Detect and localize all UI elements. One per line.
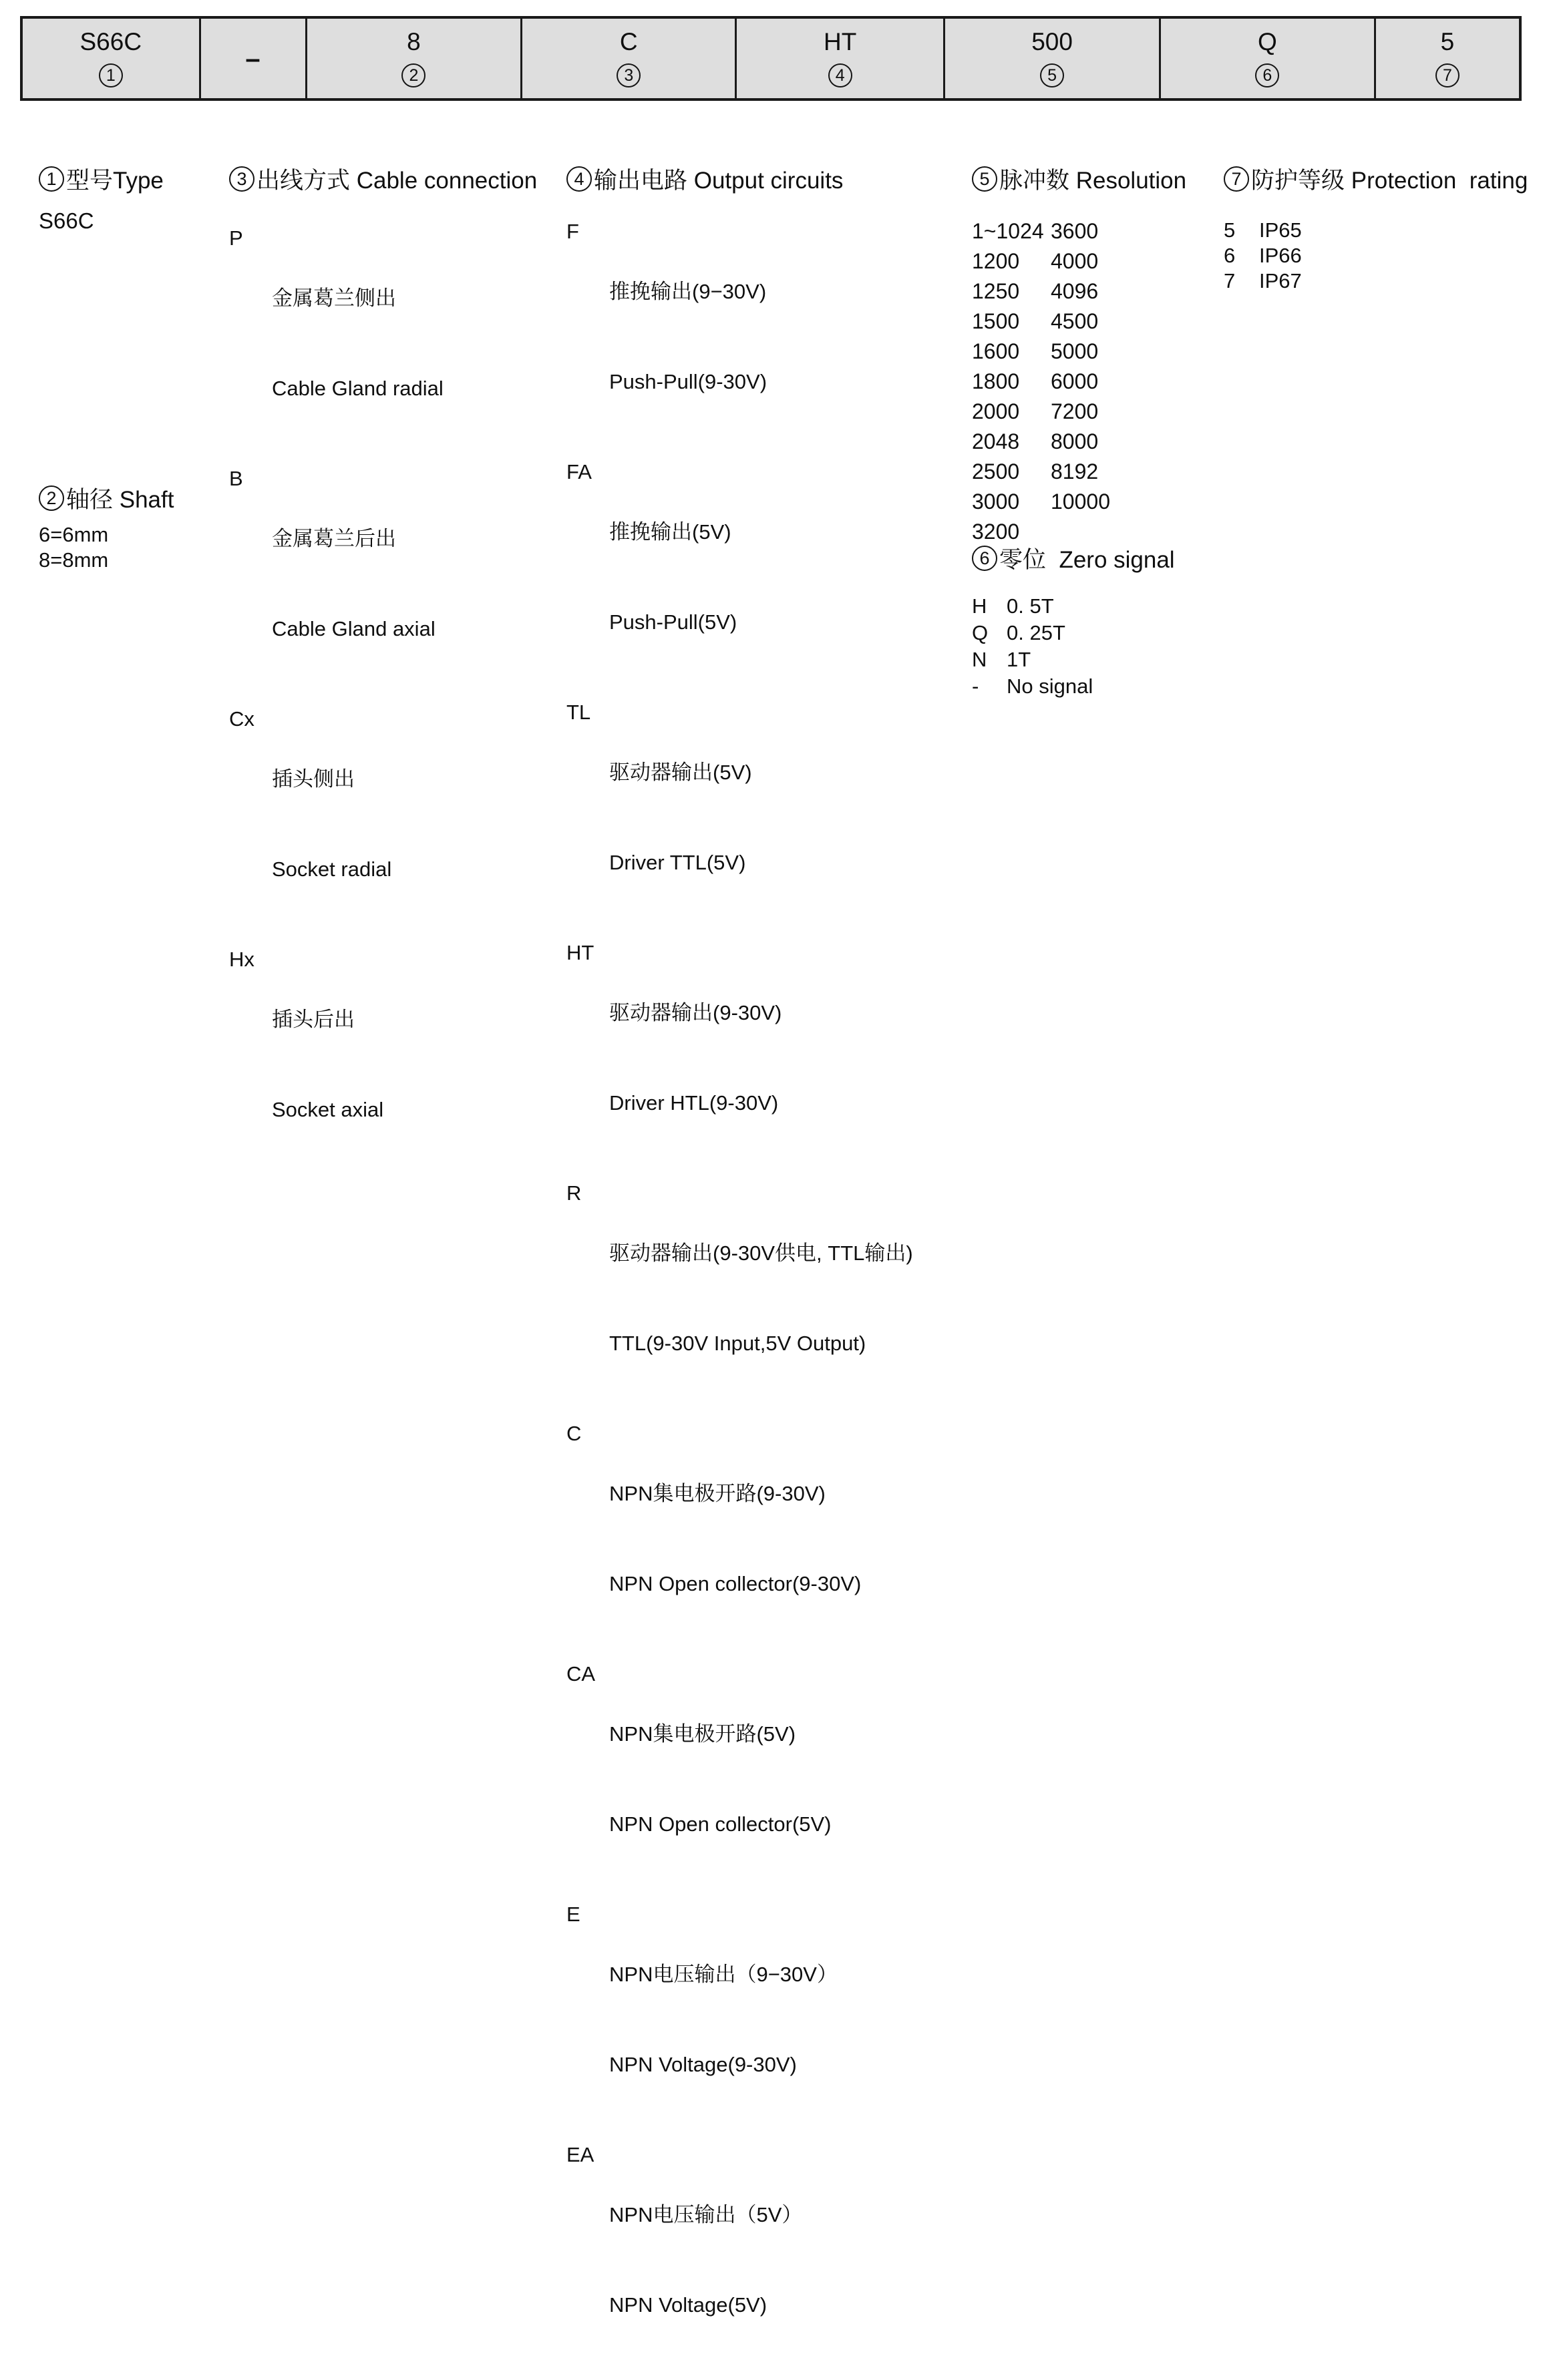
list-item bbox=[566, 1659, 913, 1899]
option-code: C bbox=[566, 1422, 582, 1445]
resolution-column-1 bbox=[972, 216, 1051, 547]
code-value-shaft: 8 bbox=[407, 28, 421, 55]
list-item bbox=[566, 216, 913, 457]
list-item bbox=[972, 593, 1175, 620]
section-protection-title bbox=[1224, 164, 1528, 194]
option-code: Q bbox=[972, 621, 989, 644]
resolution-value: 1250 bbox=[972, 279, 1020, 303]
resolution-value: 2000 bbox=[972, 399, 1020, 423]
resolution-value: 8000 bbox=[1051, 429, 1099, 453]
circled-7-icon: 7 bbox=[1435, 63, 1459, 87]
section-protection-rating bbox=[1224, 164, 1528, 294]
option-code: CA bbox=[566, 1662, 596, 1685]
option-desc-cn: 金属葛兰侧出 bbox=[272, 286, 396, 310]
circled-3-icon: 3 bbox=[229, 166, 254, 192]
resolution-value: 6000 bbox=[1051, 369, 1099, 393]
code-value-zero: Q bbox=[1257, 28, 1277, 55]
zero-options-list bbox=[972, 593, 1175, 700]
list-item bbox=[1224, 243, 1528, 268]
option-code: - bbox=[972, 674, 979, 698]
section-protection-label: 防护等级 Protection rating bbox=[1251, 168, 1528, 194]
section-zero-title bbox=[972, 544, 1175, 573]
section-resolution bbox=[972, 164, 1186, 547]
option-value: IP66 bbox=[1259, 244, 1302, 267]
option-desc bbox=[609, 457, 737, 697]
option-value: No signal bbox=[1007, 674, 1093, 698]
option-value: IP65 bbox=[1259, 218, 1302, 242]
list-item: 6=6mm bbox=[39, 523, 109, 546]
resolution-value: 10000 bbox=[1051, 489, 1110, 514]
code-cell-cable bbox=[522, 19, 737, 98]
option-value: 1T bbox=[1007, 648, 1031, 671]
section-cable-connection bbox=[229, 164, 537, 1185]
option-desc-cn: 插头侧出 bbox=[272, 767, 355, 791]
option-value: IP67 bbox=[1259, 269, 1302, 292]
circled-1-icon: 1 bbox=[99, 63, 123, 87]
option-desc bbox=[272, 944, 383, 1185]
option-code: 7 bbox=[1224, 269, 1236, 292]
list-item bbox=[1224, 268, 1528, 294]
code-cell-resolution bbox=[945, 19, 1161, 98]
option-desc bbox=[272, 223, 444, 463]
option-desc-en: TTL(9-30V Input,5V Output) bbox=[609, 1332, 866, 1355]
section-zero-signal bbox=[972, 544, 1175, 700]
section-output-label: 输出电路 Output circuits bbox=[594, 168, 844, 194]
resolution-value: 4000 bbox=[1051, 249, 1099, 273]
list-item bbox=[566, 938, 913, 1178]
section-shaft-title bbox=[39, 483, 174, 513]
circled-6-icon: 6 bbox=[972, 546, 997, 571]
option-code: TL bbox=[566, 701, 591, 724]
circled-7-icon: 7 bbox=[1224, 166, 1249, 192]
circled-2-icon: 2 bbox=[401, 63, 425, 87]
section-cable-label: 出线方式 Cable connection bbox=[256, 168, 538, 194]
option-code: P bbox=[229, 226, 243, 250]
list-item bbox=[229, 463, 537, 704]
resolution-value: 7200 bbox=[1051, 399, 1099, 423]
option-desc-cn: NPN电压输出（5V） bbox=[609, 2203, 803, 2226]
option-code: Cx bbox=[229, 707, 254, 731]
option-code: E bbox=[566, 1903, 580, 1926]
option-desc-en: NPN Voltage(9-30V) bbox=[609, 2053, 797, 2076]
resolution-value: 4500 bbox=[1051, 309, 1099, 333]
code-value-resolution: 500 bbox=[1031, 28, 1073, 55]
circled-5-icon: 5 bbox=[1040, 63, 1064, 87]
cable-options-list bbox=[229, 223, 537, 1185]
resolution-value: 1600 bbox=[972, 339, 1020, 363]
code-value-output: HT bbox=[824, 28, 857, 55]
circled-5-icon: 5 bbox=[972, 166, 997, 192]
code-cell-zero bbox=[1161, 19, 1376, 98]
shaft-options-list bbox=[39, 522, 174, 573]
option-desc bbox=[609, 697, 752, 938]
option-desc bbox=[609, 1659, 832, 1899]
list-item bbox=[566, 1418, 913, 1659]
section-type-title bbox=[39, 164, 164, 194]
section-type bbox=[39, 164, 164, 234]
list-item bbox=[566, 457, 913, 697]
option-desc-en: Socket axial bbox=[272, 1098, 384, 1121]
code-cell-model bbox=[23, 19, 201, 98]
option-value: 0. 5T bbox=[1007, 594, 1054, 618]
resolution-value: 2048 bbox=[972, 429, 1020, 453]
list-item bbox=[229, 704, 537, 944]
section-output-circuits bbox=[566, 164, 913, 2380]
option-code: FA bbox=[566, 460, 592, 483]
section-shaft bbox=[39, 483, 174, 573]
code-cell-separator bbox=[201, 19, 307, 98]
list-item bbox=[972, 620, 1175, 646]
code-value-separator: – bbox=[245, 43, 261, 73]
option-desc-en: Push-Pull(9-30V) bbox=[609, 370, 767, 393]
circled-4-icon: 4 bbox=[566, 166, 592, 192]
option-code: HT bbox=[566, 941, 594, 964]
order-code-table bbox=[20, 16, 1522, 101]
resolution-value: 4096 bbox=[1051, 279, 1099, 303]
protection-options-list bbox=[1224, 218, 1528, 294]
option-desc-cn: 驱动器输出(9-30V) bbox=[609, 1001, 782, 1024]
list-item bbox=[1224, 218, 1528, 243]
circled-3-icon: 3 bbox=[617, 63, 641, 87]
list-item bbox=[972, 646, 1175, 673]
option-code: 5 bbox=[1224, 218, 1236, 242]
option-desc bbox=[609, 1899, 838, 2140]
resolution-value: 1800 bbox=[972, 369, 1020, 393]
resolution-value: 5000 bbox=[1051, 339, 1099, 363]
option-desc-cn: NPN集电极开路(5V) bbox=[609, 1722, 796, 1746]
resolution-value: 1~1024 bbox=[972, 219, 1044, 243]
option-desc-en: Cable Gland axial bbox=[272, 617, 436, 640]
circled-1-icon: 1 bbox=[39, 166, 64, 192]
option-code: H bbox=[972, 594, 987, 618]
section-resolution-label: 脉冲数 Resolution bbox=[999, 168, 1187, 194]
list-item bbox=[229, 944, 537, 1185]
resolution-value: 8192 bbox=[1051, 459, 1099, 483]
option-value: 0. 25T bbox=[1007, 621, 1065, 644]
list-item bbox=[972, 673, 1175, 700]
list-item bbox=[229, 223, 537, 463]
list-item bbox=[566, 1899, 913, 2140]
option-desc bbox=[609, 216, 767, 457]
option-code: 6 bbox=[1224, 244, 1236, 267]
option-desc-en: Cable Gland radial bbox=[272, 377, 444, 400]
section-type-label: 型号Type bbox=[66, 168, 164, 194]
section-cable-title bbox=[229, 164, 537, 194]
list-item bbox=[566, 2140, 913, 2380]
option-desc bbox=[609, 938, 782, 1178]
option-code: F bbox=[566, 220, 579, 243]
list-item bbox=[566, 1178, 913, 1418]
type-model-value: S66C bbox=[39, 208, 94, 233]
option-desc bbox=[272, 704, 391, 944]
option-desc-en: Push-Pull(5V) bbox=[609, 610, 737, 634]
option-desc bbox=[609, 1178, 913, 1418]
option-desc-cn: 推挽输出(9−30V) bbox=[609, 280, 767, 303]
resolution-value: 3200 bbox=[972, 520, 1020, 544]
option-desc-en: Driver TTL(5V) bbox=[609, 851, 746, 874]
option-desc-cn: NPN电压输出（9−30V） bbox=[609, 1963, 838, 1986]
list-item: 8=8mm bbox=[39, 548, 109, 572]
option-desc bbox=[272, 463, 436, 704]
code-value-protection: 5 bbox=[1440, 28, 1455, 55]
option-desc-en: NPN Open collector(9-30V) bbox=[609, 1572, 862, 1595]
circled-2-icon: 2 bbox=[39, 485, 64, 511]
circled-4-icon: 4 bbox=[828, 63, 852, 87]
option-desc bbox=[609, 1418, 861, 1659]
code-cell-protection bbox=[1376, 19, 1519, 98]
circled-6-icon: 6 bbox=[1255, 63, 1279, 87]
resolution-value: 3600 bbox=[1051, 219, 1099, 243]
option-desc-cn: 插头后出 bbox=[272, 1008, 355, 1031]
code-value-model: S66C bbox=[79, 28, 142, 55]
option-desc-en: NPN Voltage(5V) bbox=[609, 2293, 767, 2317]
option-code: N bbox=[972, 648, 987, 671]
resolution-values-grid bbox=[972, 216, 1186, 547]
resolution-value: 3000 bbox=[972, 489, 1020, 514]
section-shaft-label: 轴径 Shaft bbox=[66, 487, 174, 513]
section-resolution-title bbox=[972, 164, 1186, 194]
option-code: EA bbox=[566, 2143, 594, 2166]
resolution-column-2 bbox=[1051, 216, 1110, 547]
option-desc-en: Driver HTL(9-30V) bbox=[609, 1091, 779, 1115]
list-item bbox=[566, 697, 913, 938]
resolution-value: 1200 bbox=[972, 249, 1020, 273]
code-value-cable: C bbox=[619, 28, 638, 55]
option-desc-cn: 金属葛兰后出 bbox=[272, 527, 396, 550]
option-desc-en: NPN Open collector(5V) bbox=[609, 1812, 832, 1836]
option-code: R bbox=[566, 1181, 582, 1205]
option-desc-en: Socket radial bbox=[272, 857, 392, 881]
resolution-value: 1500 bbox=[972, 309, 1020, 333]
option-desc-cn: 驱动器输出(5V) bbox=[609, 761, 752, 784]
code-cell-shaft bbox=[307, 19, 523, 98]
output-options-list bbox=[566, 216, 913, 2380]
section-output-title bbox=[566, 164, 913, 194]
resolution-value: 2500 bbox=[972, 459, 1020, 483]
section-zero-label: 零位 Zero signal bbox=[999, 547, 1175, 573]
code-cell-output bbox=[737, 19, 945, 98]
option-desc bbox=[609, 2140, 802, 2380]
option-code: B bbox=[229, 467, 243, 490]
option-code: Hx bbox=[229, 948, 254, 971]
option-desc-cn: 驱动器输出(9-30V供电, TTL输出) bbox=[609, 1241, 913, 1265]
option-desc-cn: 推挽输出(5V) bbox=[609, 520, 731, 544]
option-desc-cn: NPN集电极开路(9-30V) bbox=[609, 1482, 826, 1505]
